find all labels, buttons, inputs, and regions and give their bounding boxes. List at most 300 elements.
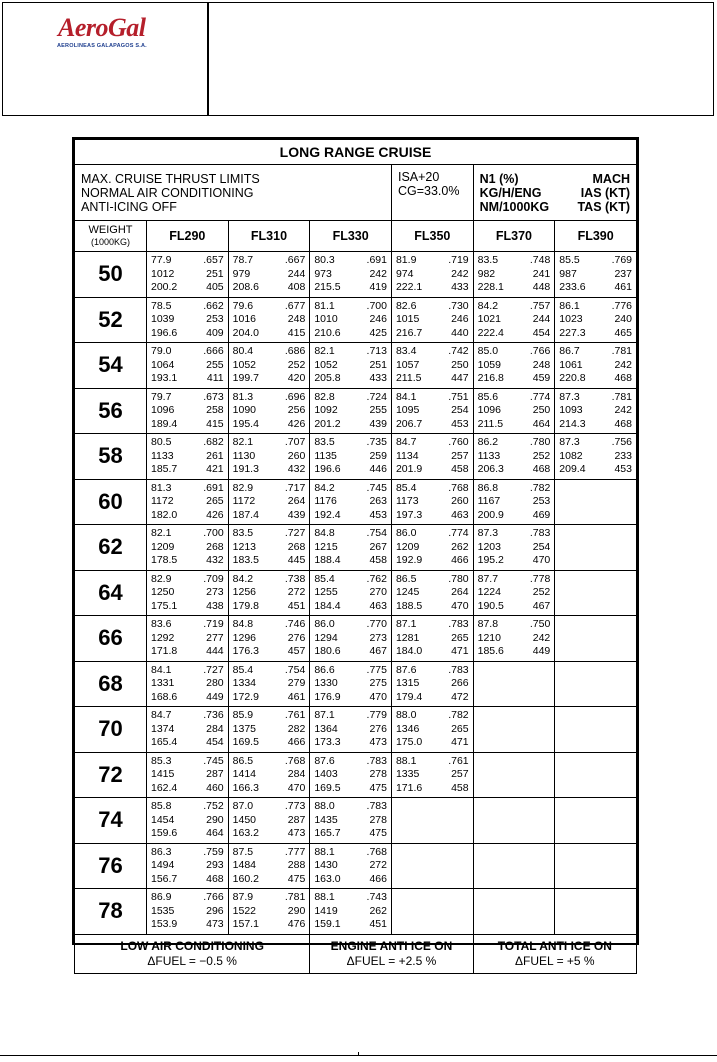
- cell-value: 466: [369, 872, 387, 885]
- cell-value: 1346: [395, 722, 420, 735]
- cell-line: [233, 891, 306, 905]
- cell-value: 242: [451, 267, 469, 280]
- weight-unit: (1000KG): [90, 237, 131, 247]
- cell-line: [396, 404, 469, 418]
- cell-value: 87.7: [477, 572, 499, 585]
- cell-value: 1095: [395, 404, 420, 416]
- cell-line: [314, 600, 387, 614]
- cell-value: 268: [206, 540, 224, 553]
- cell-value: .700: [203, 527, 224, 539]
- cell-value: 175.0: [395, 736, 423, 748]
- cell-value: 176.3: [232, 645, 259, 657]
- cruise-cell: [473, 798, 555, 844]
- cell-value: 86.6: [314, 663, 335, 676]
- cell-value: 196.6: [151, 326, 178, 339]
- cell-line: [233, 313, 306, 327]
- cell-line: [314, 709, 387, 723]
- cell-value: 85.4: [314, 572, 335, 585]
- cell-value: 444: [206, 645, 224, 657]
- cell-value: .783: [448, 618, 469, 630]
- condition-line: MAX. CRUISE THRUST LIMITS: [81, 171, 260, 186]
- cell-value: .719: [203, 618, 224, 630]
- cell-value: 184.4: [314, 599, 341, 612]
- cell-line: [478, 541, 551, 555]
- cell-line: [314, 632, 387, 646]
- cell-value: .754: [284, 663, 306, 676]
- cell-value: 169.5: [314, 781, 341, 794]
- cell-line: [151, 482, 224, 496]
- cruise-cell: [147, 798, 229, 844]
- cell-line: [396, 782, 469, 796]
- cell-line: [478, 463, 551, 477]
- cruise-cell: [228, 479, 310, 525]
- cruise-cell: [555, 843, 637, 889]
- header-divider: [207, 3, 209, 115]
- cell-value: .686: [284, 345, 306, 357]
- cell-value: 265: [206, 495, 224, 507]
- cell-line: [478, 527, 551, 541]
- cell-line: [559, 450, 632, 464]
- cruise-cell: [555, 388, 637, 434]
- cell-value: 87.8: [477, 618, 499, 630]
- cell-value: .766: [529, 345, 551, 357]
- cruise-cell: [555, 707, 637, 753]
- cell-value: 82.6: [395, 299, 417, 312]
- cell-value: 974: [395, 267, 414, 280]
- cell-value: 85.4: [232, 663, 254, 676]
- cell-value: 1021: [477, 313, 501, 325]
- cell-value: 84.1: [395, 390, 417, 403]
- cell-value: 296: [206, 904, 224, 917]
- cell-value: 1016: [232, 313, 257, 325]
- cruise-cell: [391, 843, 473, 889]
- cell-value: 205.8: [314, 372, 341, 384]
- cell-value: 262: [451, 540, 469, 553]
- cell-value: 270: [369, 586, 387, 598]
- cell-value: 260: [287, 449, 306, 462]
- cell-value: 204.0: [232, 326, 259, 339]
- cell-value: 250: [451, 358, 469, 371]
- cell-value: 473: [287, 827, 306, 839]
- cell-line: [314, 859, 387, 873]
- cell-line: [478, 618, 551, 632]
- cruise-cell: [147, 479, 229, 525]
- cell-value: 266: [451, 677, 469, 689]
- cell-value: 255: [206, 358, 224, 371]
- cell-value: .781: [284, 891, 306, 903]
- cell-value: .667: [284, 254, 306, 266]
- cruise-cell: [228, 798, 310, 844]
- isa-cg: [391, 165, 473, 221]
- cruise-cell: [391, 388, 473, 434]
- cell-line: [151, 268, 224, 282]
- cell-value: 1374: [151, 722, 175, 735]
- cell-line: [314, 800, 387, 814]
- cell-value: 288: [287, 859, 306, 871]
- cell-value: 409: [206, 326, 224, 339]
- footer-row: [75, 934, 637, 973]
- cell-line: [151, 645, 224, 659]
- cell-value: 191.3: [232, 463, 259, 475]
- cell-line: [151, 691, 224, 705]
- table-row: [75, 479, 637, 525]
- cg-value: CG=33.0%: [397, 184, 460, 198]
- cell-line: [478, 372, 551, 386]
- cell-value: 415: [287, 326, 306, 339]
- cell-line: [314, 573, 387, 587]
- cell-line: [151, 873, 224, 887]
- cell-value: .762: [366, 572, 387, 585]
- cell-value: 1215: [314, 540, 338, 553]
- cell-value: .738: [284, 572, 306, 585]
- cell-line: [396, 450, 469, 464]
- cell-value: 88.0: [395, 709, 417, 721]
- cell-line: [233, 345, 306, 359]
- cell-value: 1484: [232, 859, 257, 871]
- cruise-cell: [310, 889, 392, 935]
- cell-line: [233, 755, 306, 769]
- cell-value: 195.2: [477, 554, 504, 566]
- cruise-cell: [147, 297, 229, 343]
- cell-value: .696: [284, 390, 306, 403]
- cell-value: .774: [448, 527, 469, 539]
- cell-line: [559, 436, 632, 450]
- cell-value: 1522: [232, 904, 257, 917]
- cell-value: 272: [369, 859, 387, 871]
- cell-value: .719: [448, 254, 469, 266]
- cell-line: [314, 313, 387, 327]
- legend-ias: IAS (KT): [580, 185, 630, 200]
- cell-line: [314, 300, 387, 314]
- cruise-cell: [228, 343, 310, 389]
- cell-value: .761: [448, 754, 469, 767]
- cell-value: 83.5: [314, 436, 335, 448]
- cell-value: 1430: [314, 859, 338, 871]
- cell-value: 262: [369, 904, 387, 917]
- cell-value: 470: [451, 599, 469, 612]
- cell-value: .770: [366, 618, 387, 630]
- cell-value: 175.1: [151, 599, 178, 612]
- cell-value: 166.3: [232, 781, 259, 794]
- weight-value: 58: [75, 434, 147, 480]
- cell-value: .727: [284, 527, 306, 539]
- cell-line: [233, 736, 306, 750]
- cell-value: 87.9: [232, 891, 254, 903]
- cruise-cell: [310, 707, 392, 753]
- cell-value: 253: [532, 495, 551, 507]
- cell-value: 157.1: [232, 918, 259, 930]
- flight-level-header: FL370: [473, 221, 555, 252]
- cell-line: [151, 463, 224, 477]
- cell-line: [151, 918, 224, 932]
- cell-value: 259: [369, 449, 387, 462]
- cell-value: 87.3: [559, 390, 580, 403]
- long-range-cruise-table: [72, 137, 639, 968]
- cell-line: [478, 573, 551, 587]
- cruise-cell: [473, 843, 555, 889]
- cell-value: 156.7: [151, 872, 178, 885]
- cell-value: 86.9: [151, 891, 172, 903]
- cell-value: 1454: [151, 813, 175, 826]
- cell-value: 1450: [232, 813, 257, 826]
- cruise-cell: [391, 616, 473, 662]
- cell-value: 261: [206, 449, 224, 462]
- cruise-cell: [310, 252, 392, 298]
- cell-value: 86.7: [559, 345, 580, 357]
- cruise-cell: [555, 434, 637, 480]
- cell-value: 185.6: [477, 645, 504, 657]
- cruise-cell: [473, 343, 555, 389]
- cell-value: 1093: [559, 404, 583, 416]
- cell-value: 470: [532, 554, 551, 566]
- cruise-cell: [310, 343, 392, 389]
- cell-value: 1010: [314, 313, 338, 325]
- cell-line: [396, 482, 469, 496]
- cell-line: [314, 509, 387, 523]
- cell-line: [151, 573, 224, 587]
- cell-line: [559, 418, 632, 432]
- cell-value: 222.4: [477, 326, 504, 339]
- cell-line: [396, 268, 469, 282]
- cell-value: 411: [206, 372, 224, 384]
- cell-line: [151, 372, 224, 386]
- cell-line: [233, 281, 306, 295]
- cell-value: .754: [366, 527, 387, 539]
- cell-value: 1334: [232, 677, 257, 689]
- cell-value: .774: [529, 390, 551, 403]
- cell-value: 1130: [232, 449, 256, 462]
- cell-value: 439: [369, 417, 387, 430]
- condition-line: ANTI-ICING OFF: [81, 199, 177, 214]
- cell-value: .742: [448, 345, 469, 357]
- cell-line: [314, 586, 387, 600]
- cell-value: 419: [369, 281, 387, 293]
- cruise-cell: [473, 525, 555, 571]
- cell-value: 475: [287, 872, 306, 885]
- cell-line: [396, 632, 469, 646]
- cell-line: [233, 254, 306, 268]
- cruise-cell: [228, 661, 310, 707]
- cell-value: 85.6: [477, 390, 499, 403]
- cell-value: 1203: [477, 540, 501, 553]
- cell-line: [233, 645, 306, 659]
- cruise-cell: [555, 479, 637, 525]
- cruise-cell: [555, 661, 637, 707]
- table-row: [75, 616, 637, 662]
- cell-value: 188.4: [314, 554, 341, 566]
- cell-value: 408: [287, 281, 306, 293]
- cell-line: [233, 541, 306, 555]
- cell-value: 78.5: [151, 299, 172, 312]
- cruise-cell: [473, 388, 555, 434]
- cell-value: 87.6: [395, 663, 417, 676]
- cruise-cell: [555, 798, 637, 844]
- cell-value: 256: [287, 404, 306, 416]
- legend-fuel-flow: KG/H/ENG: [479, 185, 542, 200]
- cell-value: .761: [284, 709, 306, 721]
- cell-line: [396, 768, 469, 782]
- cell-value: 1133: [477, 449, 501, 462]
- cell-value: 216.8: [477, 372, 504, 384]
- cell-value: 81.9: [395, 254, 417, 266]
- table-row: [75, 752, 637, 798]
- cell-value: 1415: [151, 768, 175, 780]
- cell-line: [233, 618, 306, 632]
- cell-line: [478, 418, 551, 432]
- cell-line: [314, 327, 387, 341]
- cell-value: 447: [451, 372, 469, 384]
- cell-value: 252: [532, 449, 551, 462]
- cell-line: [151, 418, 224, 432]
- cell-line: [314, 372, 387, 386]
- cell-line: [151, 827, 224, 841]
- cell-value: 1096: [151, 404, 175, 416]
- cell-line: [233, 463, 306, 477]
- cell-value: 163.2: [232, 827, 259, 839]
- cell-value: .768: [366, 845, 387, 858]
- cell-value: 426: [287, 417, 306, 430]
- flight-level-header: FL330: [310, 221, 392, 252]
- cell-value: 85.5: [559, 254, 580, 266]
- cell-line: [396, 664, 469, 678]
- cell-value: 254: [451, 404, 469, 416]
- cell-value: .780: [448, 572, 469, 585]
- cell-line: [151, 618, 224, 632]
- cell-value: 1015: [395, 313, 420, 325]
- cell-value: 470: [287, 781, 306, 794]
- cell-value: 233.6: [559, 281, 586, 293]
- cruise-cell: [310, 616, 392, 662]
- table-row: [75, 525, 637, 571]
- cell-value: .757: [529, 299, 551, 312]
- cell-value: 85.4: [395, 481, 417, 494]
- cell-value: 80.3: [314, 254, 335, 266]
- cell-line: [314, 905, 387, 919]
- cell-value: 171.6: [395, 781, 423, 794]
- footer-title: TOTAL ANTI ICE ON: [497, 938, 612, 953]
- cell-value: 88.0: [314, 800, 335, 812]
- cell-line: [233, 418, 306, 432]
- cell-value: 179.8: [232, 599, 259, 612]
- cell-value: 454: [206, 736, 224, 748]
- cell-value: .750: [529, 618, 551, 630]
- cell-value: 82.1: [232, 436, 254, 448]
- weight-value: 50: [75, 252, 147, 298]
- cell-line: [233, 527, 306, 541]
- cell-value: 83.4: [395, 345, 417, 357]
- table-row: [75, 843, 637, 889]
- cell-line: [396, 509, 469, 523]
- table-row: [75, 434, 637, 480]
- cell-line: [396, 300, 469, 314]
- cell-value: 246: [451, 313, 469, 325]
- cell-line: [396, 691, 469, 705]
- cell-value: 458: [369, 554, 387, 566]
- cell-value: .736: [203, 709, 224, 721]
- cell-value: 86.8: [477, 481, 499, 494]
- cruise-cell: [473, 570, 555, 616]
- cell-line: [233, 827, 306, 841]
- cell-value: .759: [203, 845, 224, 858]
- cell-line: [151, 313, 224, 327]
- table-row: [75, 889, 637, 935]
- weight-value: 66: [75, 616, 147, 662]
- cruise-cell: [391, 752, 473, 798]
- cell-value: 200.2: [151, 281, 178, 293]
- cell-value: 159.1: [314, 918, 341, 930]
- cell-value: 475: [369, 781, 387, 794]
- flight-level-header: FL290: [147, 221, 229, 252]
- cell-line: [314, 814, 387, 828]
- cell-value: 237: [614, 267, 632, 280]
- cell-value: 165.4: [151, 736, 178, 748]
- cell-value: 265: [451, 631, 469, 644]
- cell-value: 200.9: [477, 508, 504, 521]
- cell-value: 84.7: [395, 436, 417, 448]
- cell-value: 83.6: [151, 618, 172, 630]
- cell-value: 1012: [151, 267, 175, 280]
- cell-value: 1092: [314, 404, 338, 416]
- cell-value: .657: [203, 254, 224, 266]
- cell-line: [478, 632, 551, 646]
- cell-line: [478, 313, 551, 327]
- cell-value: 242: [614, 358, 632, 371]
- cell-value: 208.6: [232, 281, 259, 293]
- cell-line: [478, 359, 551, 373]
- cell-value: 211.5: [395, 372, 422, 384]
- cruise-cell: [147, 889, 229, 935]
- cell-line: [233, 586, 306, 600]
- cell-line: [151, 345, 224, 359]
- cell-value: 469: [532, 508, 551, 521]
- table-row: [75, 252, 637, 298]
- cell-value: 84.2: [232, 572, 254, 585]
- cell-value: 293: [206, 859, 224, 871]
- cell-value: 287: [206, 768, 224, 780]
- cell-value: 162.4: [151, 781, 178, 794]
- cell-value: 449: [532, 645, 551, 657]
- cell-value: 1315: [395, 677, 420, 689]
- cell-value: 214.3: [559, 417, 586, 430]
- cell-value: 987: [559, 267, 577, 280]
- weight-value: 76: [75, 843, 147, 889]
- cell-line: [314, 846, 387, 860]
- legend: [473, 165, 636, 221]
- cell-value: .769: [611, 254, 632, 266]
- cell-value: 1064: [151, 358, 175, 371]
- cell-value: 1172: [151, 495, 174, 507]
- cell-value: 81.1: [314, 299, 335, 312]
- cell-value: 228.1: [477, 281, 504, 293]
- cell-line: [233, 782, 306, 796]
- cell-value: 195.4: [232, 417, 259, 430]
- cell-line: [233, 573, 306, 587]
- cell-value: 432: [287, 463, 306, 475]
- cell-value: 1414: [232, 768, 257, 780]
- cell-line: [233, 359, 306, 373]
- cruise-cell: [473, 752, 555, 798]
- weight-value: 60: [75, 479, 147, 525]
- cell-line: [314, 873, 387, 887]
- cell-line: [151, 509, 224, 523]
- cell-line: [396, 554, 469, 568]
- cruise-cell: [228, 843, 310, 889]
- cell-value: 81.3: [151, 481, 172, 494]
- cell-value: 196.6: [314, 463, 341, 475]
- cell-value: 84.8: [232, 618, 254, 630]
- legend-mach: MACH: [592, 171, 630, 186]
- cell-line: [396, 573, 469, 587]
